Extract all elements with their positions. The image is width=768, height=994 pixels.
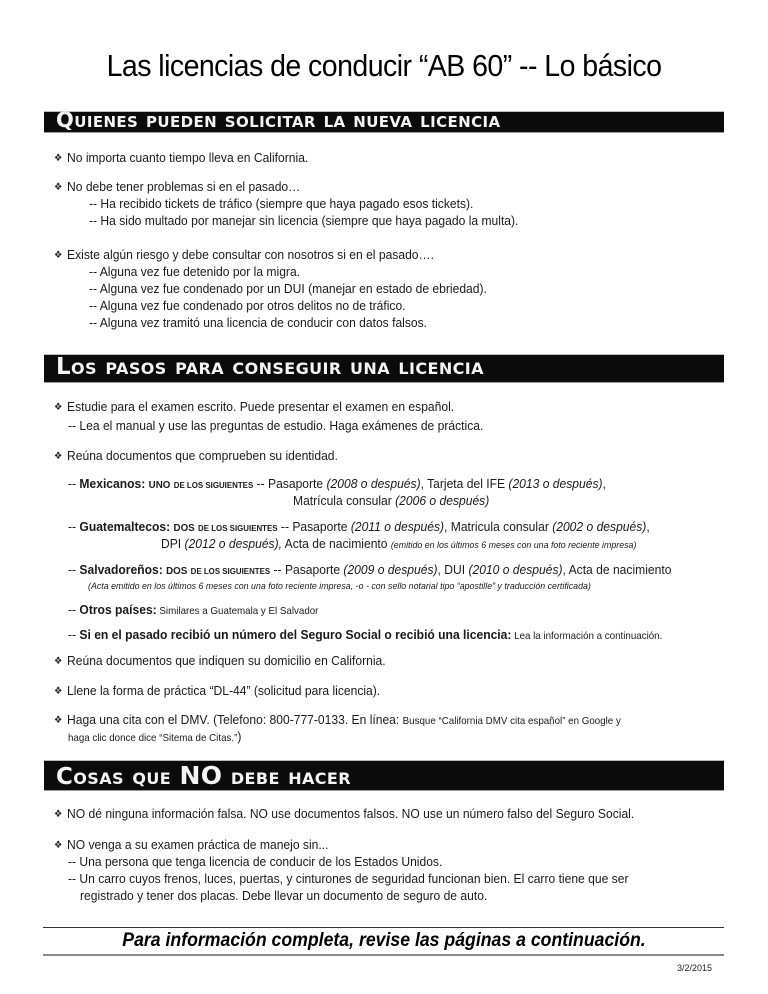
item-text: Reúna documentos que comprueben su identidad.: [67, 448, 338, 463]
list-item: [54, 447, 338, 465]
diamond-bullet-icon: ❖: [54, 686, 63, 697]
sub-item: -- Un carro cuyos frenos, luces, puertas, y cinturones de seguridad funcionan bien. El carro tiene que ser: [68, 871, 629, 886]
item-text: Estudie para el examen escrito. Puede presentar el examen en español.: [67, 399, 455, 414]
list-item: [54, 805, 634, 823]
list-item: [54, 149, 308, 167]
section-header-pasos: [44, 355, 724, 382]
sub-item: -- Alguna vez fue detenido por la migra.: [89, 264, 301, 279]
item-text: No importa cuanto tiempo lleva en California.: [67, 150, 309, 165]
diamond-bullet-icon: ❖: [54, 250, 63, 261]
list-item: [54, 398, 454, 416]
id-docs-guatemaltecos: -- Guatemaltecos: DOS DE LOS SIGUIENTES -- Pasaporte (2011 o después), Matricula consular (2002 o después),: [68, 519, 650, 534]
diamond-bullet-icon: ❖: [54, 656, 63, 667]
sub-item: registrado y tener dos placas. Debe llevar un documento de seguro de auto.: [80, 888, 488, 903]
id-docs-salvadorenos-note: (Acta emitido en los últimos 6 meses con una foto reciente impresa, -o - con sello notarial tipo “apostille” y traducción certificada): [88, 581, 591, 592]
id-docs-otros: -- Otros países: Similares a Guatemala y El Salvador: [68, 602, 319, 617]
sub-item: -- Una persona que tenga licencia de conducir de los Estados Unidos.: [68, 854, 443, 869]
id-docs-seguro-social: -- Si en el pasado recibió un número del Seguro Social o recibió una licencia: Lea la información a continuación.: [68, 627, 663, 642]
item-text: Llene la forma de práctica “DL-44” (solicitud para licencia).: [67, 683, 381, 698]
list-item: [54, 682, 380, 700]
sub-item: -- Lea el manual y use las preguntas de estudio. Haga exámenes de práctica.: [68, 418, 484, 433]
footer-note: Para información completa, revise las páginas a continuación.: [122, 930, 646, 951]
item-text: Haga una cita con el DMV. (Telefono: 800-777-0133. En línea:: [67, 712, 403, 727]
list-item: [54, 178, 300, 196]
diamond-bullet-icon: ❖: [54, 182, 63, 193]
diamond-bullet-icon: ❖: [54, 840, 63, 851]
list-item: [54, 652, 386, 670]
divider-bottom: [43, 954, 724, 956]
section-header-quienes: [44, 108, 724, 132]
section-heading: Quienes pueden solicitar la nueva licencia: [56, 108, 501, 132]
diamond-bullet-icon: ❖: [54, 809, 63, 820]
diamond-bullet-icon: ❖: [54, 715, 63, 726]
id-docs-salvadorenos: -- Salvadoreños: DOS DE LOS SIGUIENTES -- Pasaporte (2009 o después), DUI (2010 o después), Acta de nacimiento: [68, 562, 672, 577]
sub-item: -- Alguna vez tramitó una licencia de conducir con datos falsos.: [89, 315, 428, 330]
diamond-bullet-icon: ❖: [54, 153, 63, 164]
list-item: [54, 246, 434, 264]
list-item: [54, 836, 328, 854]
id-docs-guatemaltecos-cont: DPI (2012 o después), Acta de nacimiento (emitido en los últimos 6 meses con una foto reciente impresa): [161, 536, 637, 551]
sub-item: -- Alguna vez fue condenado por un DUI (manejar en estado de ebriedad).: [89, 281, 487, 296]
item-text: NO dé ninguna información falsa. NO use documentos falsos. NO use un número falso del Seguro Social.: [67, 806, 635, 821]
id-docs-mexicanos: -- Mexicanos: UNO DE LOS SIGUIENTES -- Pasaporte (2008 o después), Tarjeta del IFE (2013 o después),: [68, 476, 606, 491]
page-title: Las licencias de conducir “AB 60” -- Lo básico: [106, 48, 662, 83]
sub-item: -- Alguna vez fue condenado por otros delitos no de tráfico.: [89, 298, 406, 313]
item-text-small: Busque “California DMV cita español” en Google y: [402, 715, 621, 727]
id-docs-mexicanos-cont: Matrícula consular (2006 o después): [293, 493, 490, 508]
sub-item: -- Ha recibido tickets de tráfico (siempre que haya pagado esos tickets).: [89, 196, 474, 211]
diamond-bullet-icon: ❖: [54, 451, 63, 462]
item-text: Existe algún riesgo y debe consultar con nosotros si en el pasado….: [67, 247, 434, 262]
list-item-cont: haga clic donce dice “Sitema de Citas.”): [68, 729, 242, 744]
item-text: NO venga a su examen práctica de manejo sin...: [67, 837, 329, 852]
sub-item: -- Ha sido multado por manejar sin licencia (siempre que haya pagado la multa).: [89, 213, 519, 228]
section-heading: Los pasos para conseguir una licencia: [56, 354, 484, 380]
section-header-no-hacer: [44, 761, 724, 790]
document-date: 3/2/2015: [676, 963, 712, 973]
divider-top: [43, 927, 724, 928]
diamond-bullet-icon: ❖: [54, 402, 63, 413]
section-heading: Cosas que NO debe hacer: [56, 761, 351, 790]
item-text: No debe tener problemas si en el pasado…: [67, 179, 301, 194]
item-text: Reúna documentos que indiquen su domicilio en California.: [67, 653, 386, 668]
